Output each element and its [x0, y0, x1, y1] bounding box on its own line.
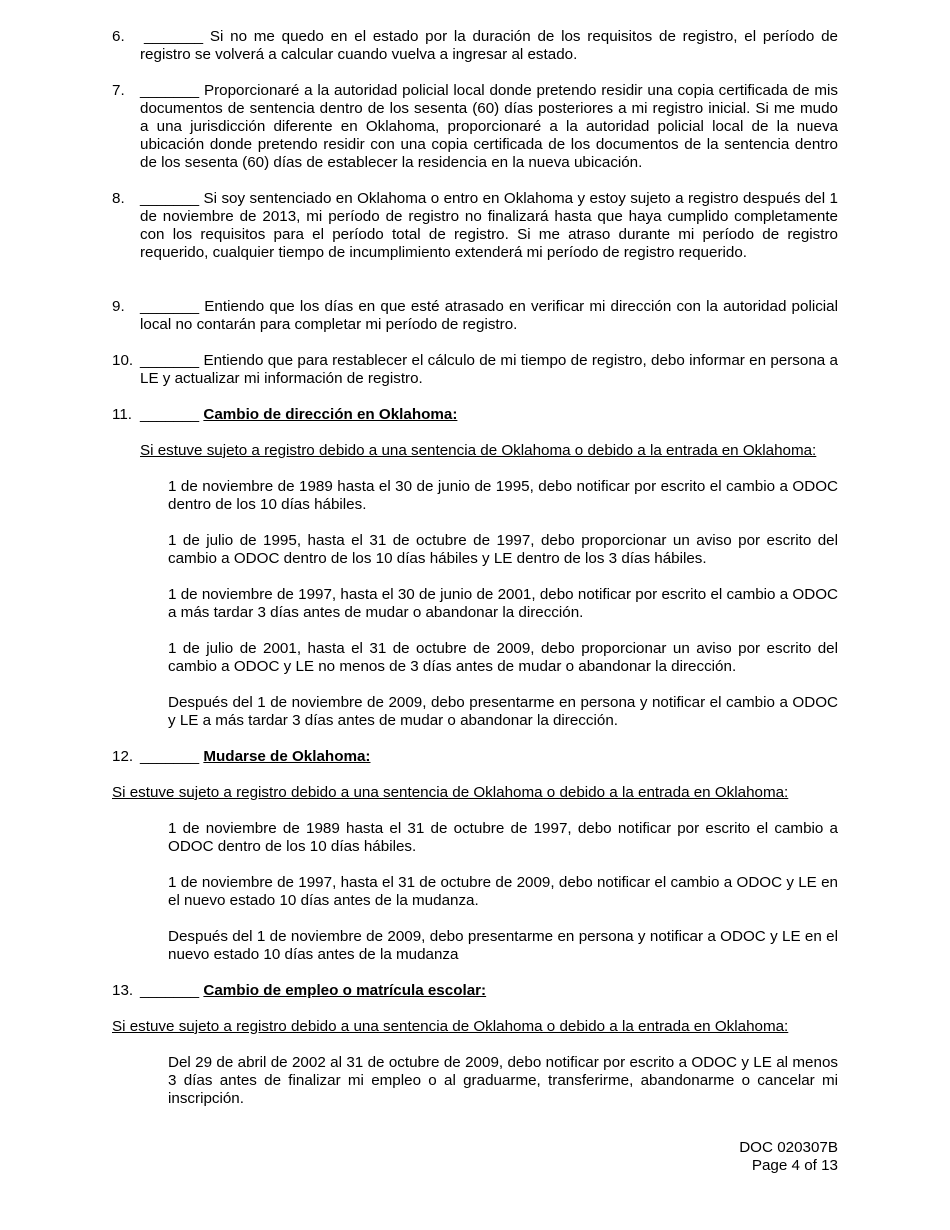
section-heading: Cambio de empleo o matrícula escolar:	[203, 982, 487, 999]
item-text: Si soy sentenciado en Oklahoma o entro en Oklahoma y estoy sujeto a registro después del 1 de noviembre de 2013, mi período de registro no finalizará hasta que haya cumplido completamente con los requisitos para el período total de registro. Si me atraso durante mi período de registro requerido, cualquier tiempo de incumplimiento extenderá mi período de registro requerido.	[140, 190, 838, 261]
initials-blank[interactable]: _______	[140, 190, 200, 207]
item-7	[112, 82, 838, 172]
item-text: Proporcionaré a la autoridad policial local donde pretendo residir una copia certificada de mis documentos de sentencia dentro de los sesenta (60) días posteriores a mi registro inicial. Si me mudo a una jurisdicción diferente en Oklahoma, proporcionaré a la autoridad policial local de la nueva ubicación donde pretendo residir con una copia certificada de los documentos de la sentencia dentro de los sesenta (60) días de establecer la residencia en la nueva ubicación.	[140, 82, 838, 171]
item-number: 11.	[112, 406, 132, 423]
item-text: Si no me quedo en el estado por la duración de los requisitos de registro, el período de registro se volverá a calcular cuando vuelva a ingresar al estado.	[140, 28, 838, 63]
initials-blank[interactable]: _______	[140, 82, 200, 99]
item-number: 6.	[112, 28, 125, 45]
initials-blank[interactable]: _______	[140, 298, 200, 315]
initials-blank[interactable]: _______	[140, 982, 200, 999]
initials-blank[interactable]: _______	[140, 748, 200, 765]
doc-number: DOC 020307B	[739, 1139, 838, 1156]
section-11-paragraph: 1 de julio de 1995, hasta el 31 de octubre de 1997, debo proporcionar un aviso por escrito del cambio a ODOC dentro de los 10 días hábiles y LE dentro de los 3 días hábiles.	[168, 532, 838, 567]
initials-blank[interactable]: _______	[140, 352, 200, 369]
item-number: 7.	[112, 82, 125, 99]
item-8	[112, 190, 838, 262]
section-12-paragraph: 1 de noviembre de 1989 hasta el 31 de octubre de 1997, debo notificar por escrito el cambio a ODOC dentro de los 10 días hábiles.	[168, 820, 838, 855]
section-heading: Mudarse de Oklahoma:	[203, 748, 371, 765]
item-number: 13.	[112, 982, 134, 999]
section-11-paragraph: 1 de noviembre de 1997, hasta el 30 de junio de 2001, debo notificar por escrito el cambio a ODOC a más tardar 3 días antes de mudar o abandonar la dirección.	[168, 586, 838, 621]
section-11-header	[112, 406, 838, 424]
document-page	[112, 28, 838, 1108]
section-13-subheading: Si estuve sujeto a registro debido a una sentencia de Oklahoma o debido a la entrada en Oklahoma:	[112, 1018, 789, 1035]
page-footer	[739, 1139, 838, 1175]
item-number: 12.	[112, 748, 134, 765]
section-12-paragraph: Después del 1 de noviembre de 2009, debo presentarme en persona y notificar a ODOC y LE en el nuevo estado 10 días antes de la mudanza	[168, 928, 838, 963]
section-11-paragraph: 1 de noviembre de 1989 hasta el 30 de junio de 1995, debo notificar por escrito el cambio a ODOC dentro de los 10 días hábiles.	[168, 478, 838, 513]
item-10	[112, 352, 838, 388]
item-number: 9.	[112, 298, 125, 315]
section-13-header	[112, 982, 838, 1000]
section-11-paragraph: 1 de julio de 2001, hasta el 31 de octubre de 2009, debo proporcionar un aviso por escrito del cambio a ODOC y LE no menos de 3 días antes de mudar o abandonar la dirección.	[168, 640, 838, 675]
item-6	[112, 28, 838, 64]
section-11-paragraph: Después del 1 de noviembre de 2009, debo presentarme en persona y notificar el cambio a ODOC y LE a más tardar 3 días antes de mudar o abandonar la dirección.	[168, 694, 838, 729]
section-12-paragraph: 1 de noviembre de 1997, hasta el 31 de octubre de 2009, debo notificar el cambio a ODOC y LE en el nuevo estado 10 días antes de la mudanza.	[168, 874, 838, 909]
item-number: 8.	[112, 190, 125, 207]
section-13-paragraph: Del 29 de abril de 2002 al 31 de octubre de 2009, debo notificar por escrito a ODOC y LE al menos 3 días antes de finalizar mi empleo o al graduarme, transferirme, abandonarme o cancelar mi inscripción.	[168, 1054, 838, 1107]
initials-blank[interactable]: _______	[144, 28, 204, 45]
section-12-subheading: Si estuve sujeto a registro debido a una sentencia de Oklahoma o debido a la entrada en Oklahoma:	[112, 784, 789, 801]
initials-blank[interactable]: _______	[140, 406, 200, 423]
item-text: Entiendo que para restablecer el cálculo de mi tiempo de registro, debo informar en persona a LE y actualizar mi información de registro.	[140, 352, 838, 387]
item-9	[112, 298, 838, 334]
section-heading: Cambio de dirección en Oklahoma:	[203, 406, 458, 423]
item-text: Entiendo que los días en que esté atrasado en verificar mi dirección con la autoridad policial local no contarán para completar mi período de registro.	[140, 298, 838, 333]
section-12-header	[112, 748, 838, 766]
page-number: Page 4 of 13	[751, 1157, 838, 1174]
item-number: 10.	[112, 352, 134, 369]
section-11-subheading: Si estuve sujeto a registro debido a una sentencia de Oklahoma o debido a la entrada en Oklahoma:	[140, 442, 817, 459]
